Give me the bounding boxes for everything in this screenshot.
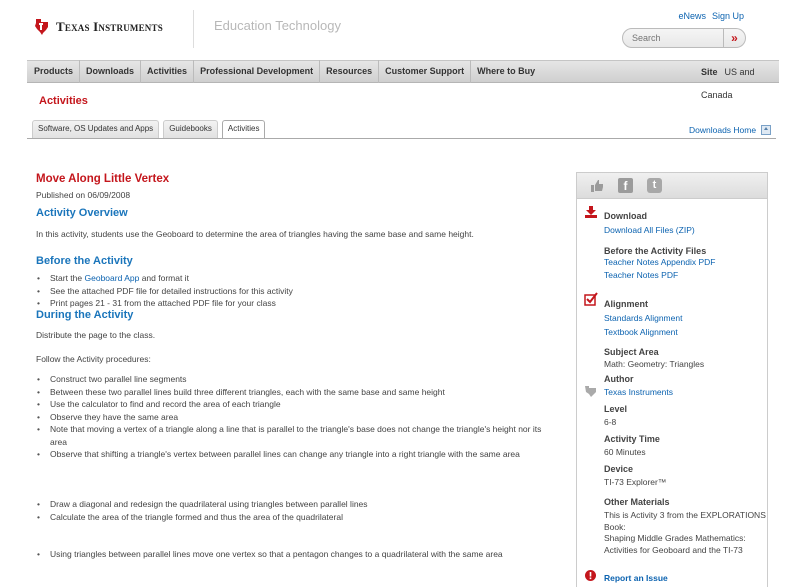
- home-icon: [761, 125, 771, 135]
- nav-products[interactable]: Products: [27, 60, 80, 83]
- list-item-text: and format it: [139, 273, 189, 283]
- list-item: • Using triangles between parallel lines move one vertex so that a pentagon changes to a quadrilateral with the same area: [36, 548, 544, 561]
- ti-logo[interactable]: [34, 18, 163, 36]
- section-title: Education Technology: [214, 18, 341, 33]
- author-heading: Author: [604, 374, 634, 384]
- during-text-2: Follow the Activity procedures:: [36, 354, 151, 364]
- author-link[interactable]: Texas Instruments: [604, 387, 673, 397]
- teacher-notes-appendix-link[interactable]: Teacher Notes Appendix PDF: [604, 257, 716, 267]
- site-selector[interactable]: [701, 61, 779, 100]
- procedure-list-1: [36, 373, 544, 461]
- list-item: • Observe they have the same area: [36, 411, 544, 424]
- page-title: Activities: [39, 95, 88, 107]
- other-materials-heading: Other Materials: [604, 497, 670, 507]
- main-nav: [27, 60, 779, 100]
- social-bar: [577, 173, 767, 199]
- other-materials-line: Activities for Geoboard and the TI-73: [604, 544, 743, 555]
- list-item: • Observe that shifting a triangle's vertex between parallel lines can change any triangle into a right triangle with the same area: [36, 448, 544, 461]
- nav-professional-development[interactable]: Professional Development: [194, 60, 320, 83]
- subject-value: Math: Geometry: Triangles: [604, 359, 705, 369]
- site-label: Site: [701, 67, 718, 77]
- list-item: • See the attached PDF file for detailed instructions for this activity: [36, 285, 544, 298]
- list-item: • Construct two parallel line segments: [36, 373, 544, 386]
- activity-time-value: 60 Minutes: [604, 447, 646, 457]
- subject-heading: Subject Area: [604, 347, 659, 357]
- tab-guidebooks[interactable]: Guidebooks: [163, 120, 218, 138]
- list-item: [36, 272, 544, 285]
- facebook-icon[interactable]: f: [618, 178, 633, 193]
- published-date: Published on 06/09/2008: [36, 190, 131, 200]
- procedure-list-3: [36, 548, 544, 561]
- download-all-link[interactable]: Download All Files (ZIP): [604, 225, 695, 235]
- list-item: • Draw a diagonal and redesign the quadrilateral using triangles between parallel lines: [36, 498, 544, 511]
- list-item-text: Start the: [50, 273, 85, 283]
- tabs-divider: [27, 138, 776, 139]
- nav-where-to-buy[interactable]: Where to Buy: [477, 66, 536, 76]
- other-materials-line: This is Activity 3 from the EXPLORATIONS: [604, 510, 766, 520]
- other-materials-text: [604, 510, 769, 556]
- downloads-home-link[interactable]: [689, 125, 771, 135]
- nav-downloads[interactable]: Downloads: [80, 60, 141, 83]
- overview-heading: Activity Overview: [36, 207, 128, 219]
- list-item: • Calculate the area of the triangle formed and thus the area of the quadrilateral: [36, 511, 544, 524]
- teacher-notes-link[interactable]: Teacher Notes PDF: [604, 270, 679, 280]
- nav-customer-support[interactable]: Customer Support: [379, 60, 471, 83]
- search-box: [622, 28, 724, 48]
- other-materials-line: Book:: [604, 521, 626, 532]
- list-item: • Note that moving a vertex of a triangle along a line that is parallel to the triangle's base does not change the triangle's height nor its area: [36, 423, 544, 448]
- nav-resources[interactable]: Resources: [320, 60, 379, 83]
- during-heading: During the Activity: [36, 309, 134, 321]
- like-icon[interactable]: [590, 178, 605, 193]
- enews-link[interactable]: eNews: [678, 11, 706, 21]
- before-files-heading: Before the Activity Files: [604, 246, 707, 256]
- tab-activities[interactable]: Activities: [222, 120, 266, 139]
- report-issue-link[interactable]: Report an Issue: [604, 573, 668, 583]
- ti-state-icon: [34, 18, 50, 36]
- downloads-home-label: Downloads Home: [689, 125, 757, 135]
- level-heading: Level: [604, 404, 628, 414]
- before-heading: Before the Activity: [36, 255, 133, 267]
- device-heading: Device: [604, 464, 634, 474]
- level-value: 6-8: [604, 417, 617, 427]
- list-item: • Use the calculator to find and record the area of each triangle: [36, 398, 544, 411]
- tab-bar: [32, 120, 269, 139]
- overview-text: In this activity, students use the Geoboard to determine the area of triangles having the same base and same height.: [36, 229, 474, 239]
- download-heading: Download: [604, 211, 647, 221]
- textbook-alignment-link[interactable]: Textbook Alignment: [604, 327, 678, 337]
- list-item: • Print pages 21 - 31 from the attached PDF file for your class: [36, 297, 544, 310]
- alignment-heading: Alignment: [604, 299, 648, 309]
- checkbox-icon: [584, 292, 598, 306]
- geoboard-app-link[interactable]: Geoboard App: [84, 273, 140, 283]
- procedure-list-2: [36, 498, 544, 523]
- sign-up-link[interactable]: Sign Up: [711, 11, 744, 21]
- report-issue-icon: [584, 569, 599, 584]
- site-header: [0, 0, 800, 56]
- activity-time-heading: Activity Time: [604, 434, 660, 444]
- nav-activities[interactable]: Activities: [141, 60, 194, 83]
- brand-name: Texas Instruments: [56, 19, 163, 34]
- search-go-button[interactable]: »: [724, 28, 746, 48]
- other-materials-line: Shaping Middle Grades Mathematics:: [604, 533, 746, 543]
- download-icon: [584, 205, 598, 219]
- during-text-1: Distribute the page to the class.: [36, 330, 156, 340]
- ti-author-icon: [584, 384, 598, 398]
- site-value: US and Canada: [701, 67, 755, 100]
- activity-sidebar: [576, 172, 768, 587]
- before-list: [36, 272, 544, 310]
- tab-software[interactable]: Software, OS Updates and Apps: [32, 120, 159, 138]
- device-value: TI-73 Explorer™: [604, 477, 667, 487]
- search-input[interactable]: [632, 29, 722, 47]
- list-item: • Between these two parallel lines build three different triangles, each with the same base and same height: [36, 386, 544, 399]
- activity-title: Move Along Little Vertex: [36, 173, 170, 185]
- header-divider: [193, 10, 194, 48]
- top-links: [672, 11, 744, 21]
- twitter-icon[interactable]: t: [647, 178, 662, 193]
- standards-alignment-link[interactable]: Standards Alignment: [604, 313, 683, 323]
